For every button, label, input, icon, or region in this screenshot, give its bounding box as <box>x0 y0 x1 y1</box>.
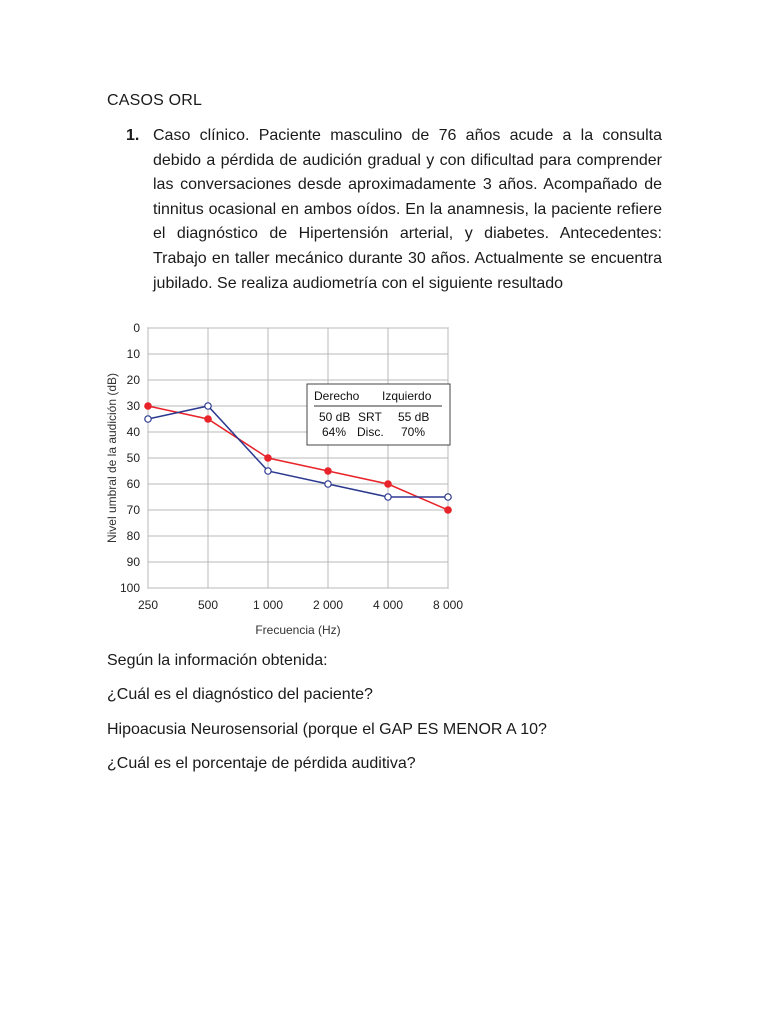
legend-srt-right: 50 dB <box>319 410 351 424</box>
y-tick-label: 90 <box>126 555 140 569</box>
y-tick-label: 60 <box>126 477 140 491</box>
question-diagnosis: ¿Cuál es el diagnóstico del paciente? <box>107 686 373 703</box>
x-tick-label: 8 000 <box>432 598 464 612</box>
y-tick-label: 40 <box>126 425 140 439</box>
y-tick-labels <box>120 321 140 595</box>
document-title: CASOS ORL <box>107 92 203 109</box>
y-tick-label: 30 <box>126 399 140 413</box>
answer-diagnosis: Hipoacusia Neurosensorial (porque el GAP ES MENOR A 10? <box>107 721 547 738</box>
series-1-point <box>205 403 211 409</box>
legend-srt-label: SRT <box>358 410 382 424</box>
legend-disc-left: 70% <box>401 425 426 439</box>
x-tick-label: 4 000 <box>372 598 404 612</box>
legend-disc-label: Disc. <box>357 425 384 439</box>
legend-srt-left: 55 dB <box>398 410 430 424</box>
results-intro: Según la información obtenida: <box>107 652 328 669</box>
x-tick-label: 2 000 <box>312 598 344 612</box>
series-1-point <box>325 481 331 487</box>
x-tick-label: 250 <box>137 598 159 612</box>
x-tick-labels <box>138 598 463 612</box>
series-0-point <box>265 455 271 461</box>
y-tick-label: 50 <box>126 451 140 465</box>
case-number: 1. <box>126 127 140 144</box>
y-tick-label: 0 <box>133 321 140 335</box>
series-1-point <box>385 494 391 500</box>
legend-table <box>307 384 450 445</box>
audiogram-svg <box>100 318 470 642</box>
audiogram-chart <box>100 318 470 642</box>
case-item <box>126 124 662 296</box>
x-tick-label: 1 000 <box>252 598 284 612</box>
y-tick-label: 20 <box>126 373 140 387</box>
series-1-point <box>265 468 271 474</box>
y-tick-label: 70 <box>126 503 140 517</box>
y-axis-label: Nivel umbral de la audición (dB) <box>105 372 119 544</box>
y-tick-label: 100 <box>119 581 140 595</box>
series-1-point <box>145 416 151 422</box>
series-0-point <box>445 507 451 513</box>
x-tick-label: 500 <box>197 598 219 612</box>
y-tick-label: 80 <box>126 529 140 543</box>
x-axis-label: Frecuencia (Hz) <box>255 623 341 637</box>
series-0-point <box>325 468 331 474</box>
series-0-point <box>205 416 211 422</box>
legend-header-right: Derecho <box>314 389 360 403</box>
y-tick-label: 10 <box>126 347 140 361</box>
legend-disc-right: 64% <box>322 425 347 439</box>
series-0-point <box>145 403 151 409</box>
case-description: Caso clínico. Paciente masculino de 76 años acude a la consulta debido a pérdida de audición gradual y con dificultad para comprender las conversaciones desde aproximadamente 3 años. Acompañado de tinnitus ocasional en ambos oídos. En la anamnesis, la paciente refiere el diagnóstico de Hipertensión arterial, y diabetes. Antecedentes: Trabajo en taller mecánico durante 30 años. Actualmente se encuentra jubilado. Se realiza audiometría con el siguiente resultado <box>153 127 662 292</box>
series-0-point <box>385 481 391 487</box>
question-hearing-loss: ¿Cuál es el porcentaje de pérdida auditiva? <box>107 755 416 772</box>
legend-header-left: Izquierdo <box>382 389 432 403</box>
series-1-point <box>445 494 451 500</box>
